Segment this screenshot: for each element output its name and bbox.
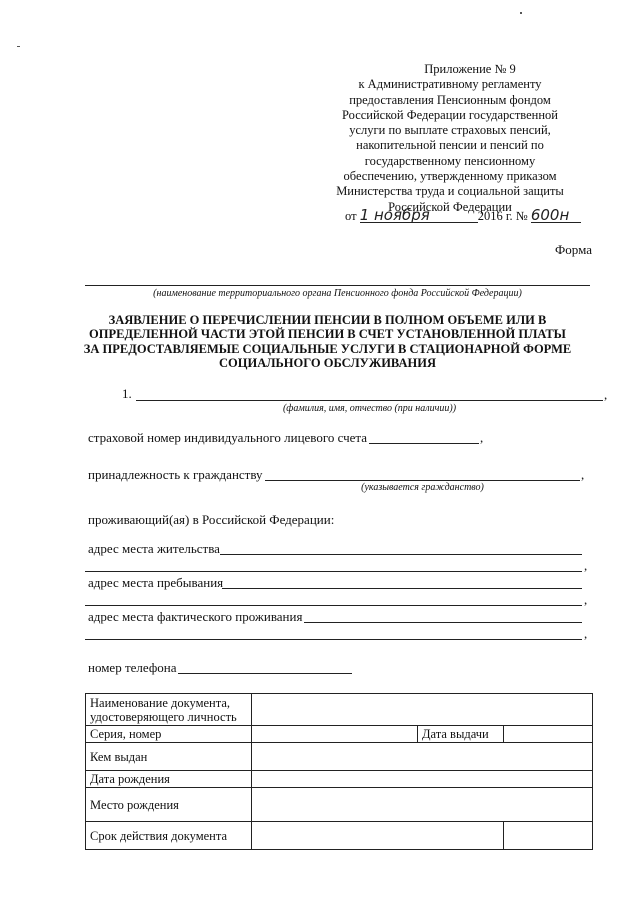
- residence-comma: ,: [584, 558, 588, 573]
- appendix-line: предоставления Пенсионным фондом: [349, 92, 551, 107]
- appendix-line: Российской Федерации: [388, 199, 512, 214]
- validity-label: Срок действия документа: [86, 822, 252, 850]
- stay-comma: ,: [584, 592, 588, 607]
- table-row: [86, 743, 593, 771]
- residing-label: проживающий(ая) в Российской Федерации:: [88, 512, 335, 527]
- table-row: [86, 788, 593, 822]
- residence-line-2: [85, 571, 582, 572]
- appendix-line: к Административному регламенту: [358, 77, 542, 92]
- issued-by-label: Кем выдан: [86, 743, 252, 771]
- residence-line-1: [220, 554, 582, 555]
- birth-place-label: Место рождения: [86, 788, 252, 822]
- citizenship-label: принадлежность к гражданству: [88, 467, 263, 482]
- validity-extra: [504, 822, 593, 850]
- snils-label: страховой номер индивидуального лицевого счета: [88, 430, 368, 445]
- item-number: 1.: [122, 386, 132, 401]
- birth-date-label: Дата рождения: [86, 771, 252, 788]
- actual-comma: ,: [584, 626, 588, 641]
- issue-date-label: Дата выдачи: [418, 726, 504, 743]
- id-document-table: [85, 693, 593, 850]
- handwritten-date: 1 ноября: [360, 208, 478, 223]
- table-row: [86, 694, 593, 726]
- date-prefix: от: [345, 209, 357, 223]
- form-label: Форма: [555, 242, 592, 257]
- handwritten-order-number: 600н: [531, 208, 581, 223]
- appendix-block: [300, 62, 600, 215]
- snils-comma: ,: [480, 430, 484, 445]
- series-number-label: Серия, номер: [86, 726, 252, 743]
- appendix-number: Приложение № 9: [424, 62, 516, 76]
- issued-by-value: [252, 743, 593, 771]
- document-title: ЗАЯВЛЕНИЕ О ПЕРЕЧИСЛЕНИИ ПЕНСИИ В ПОЛНОМ ОБЪЕМЕ ИЛИ В ОПРЕДЕЛЕННОЙ ЧАСТИ ЭТОЙ ПЕНСИИ В СЧЕТ УСТАНОВЛЕННОЙ ПЛАТЫ ЗА ПРЕДОСТАВЛЯЕМЫЕ СОЦИАЛЬНЫЕ УСЛУГИ В СТАЦИОНАРНОЙ ФОРМЕ СОЦИАЛЬНОГО ОБСЛУЖИВАНИЯ: [83, 313, 572, 370]
- citizenship-comma: ,: [581, 467, 585, 482]
- order-date-line: [345, 208, 581, 224]
- actual-label: адрес места фактического проживания: [88, 609, 303, 624]
- appendix-line: Российской Федерации государственной: [342, 107, 558, 122]
- fio-comma: ,: [604, 387, 608, 402]
- appendix-line: обеспечению, утвержденному приказом: [343, 169, 557, 184]
- validity-value: [252, 822, 504, 850]
- authority-caption: (наименование территориального органа Пенсионного фонда Российской Федерации): [153, 288, 522, 299]
- scan-speck: [17, 46, 20, 47]
- citizenship-line: [265, 480, 580, 481]
- appendix-line: государственному пенсионному: [364, 153, 536, 168]
- fio-caption: (фамилия, имя, отчество (при наличии)): [282, 403, 457, 414]
- fio-line: [136, 400, 603, 401]
- table-row: [86, 771, 593, 788]
- birth-place-value: [252, 788, 593, 822]
- appendix-line: услуги по выплате страховых пенсий,: [349, 123, 551, 138]
- stay-line-1: [222, 588, 582, 589]
- year-text: 2016 г. №: [477, 209, 528, 223]
- doc-name-value: [252, 694, 593, 726]
- appendix-line: Министерства труда и социальной защиты: [336, 184, 564, 199]
- table-row: [86, 822, 593, 850]
- birth-date-value: [252, 771, 593, 788]
- scan-speck: [520, 12, 522, 14]
- authority-line: [85, 285, 590, 286]
- doc-name-label: Наименование документа, удостоверяющего личность: [86, 694, 252, 726]
- actual-line-1: [304, 622, 582, 623]
- snils-line: [369, 443, 479, 444]
- residence-label: адрес места жительства: [88, 541, 220, 556]
- citizenship-caption: (указывается гражданство): [361, 482, 484, 493]
- phone-label: номер телефона: [88, 660, 177, 675]
- phone-line: [178, 673, 352, 674]
- actual-line-2: [85, 639, 582, 640]
- series-number-value: [252, 726, 418, 743]
- issue-date-value: [504, 726, 593, 743]
- table-row: [86, 726, 593, 743]
- stay-label: адрес места пребывания: [88, 575, 224, 590]
- stay-line-2: [85, 605, 582, 606]
- appendix-line: накопительной пенсии и пенсий по: [356, 138, 544, 153]
